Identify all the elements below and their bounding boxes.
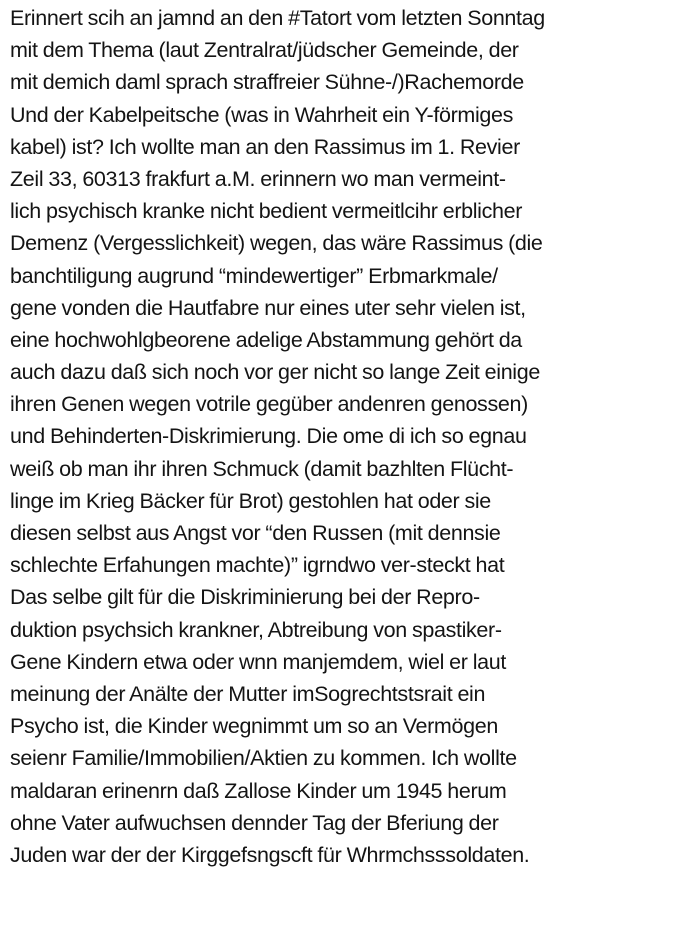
text-line: Und der Kabelpeitsche (was in Wahrheit ein Y-förmiges bbox=[10, 102, 513, 127]
text-line: weiß ob man ihr ihren Schmuck (damit bazhlten Flücht- bbox=[10, 456, 514, 481]
text-line: schlechte Erfahungen machte)” igrndwo ver-steckt hat bbox=[10, 553, 505, 578]
body-text bbox=[10, 2, 682, 871]
text-line: seienr Familie/Immobilien/Aktien zu kommen. Ich wollte bbox=[10, 746, 517, 771]
text-line: Zeil 33, 60313 frakfurt a.M. erinnern wo man vermeint- bbox=[10, 166, 506, 191]
text-line: Das selbe gilt für die Diskriminierung bei der Repro- bbox=[10, 585, 480, 610]
text-line: Psycho ist, die Kinder wegnimmt um so an Vermögen bbox=[10, 714, 498, 739]
text-line: linge im Krieg Bäcker für Brot) gestohlen hat oder sie bbox=[10, 488, 491, 513]
text-line: ihren Genen wegen votrile gegüber andenren genossen) bbox=[10, 392, 528, 417]
text-line: meinung der Anälte der Mutter imSogrechtstsrait ein bbox=[10, 681, 486, 706]
text-line: lich psychisch kranke nicht bedient vermeitlcihr erblicher bbox=[10, 199, 523, 224]
text-line: kabel) ist? Ich wollte man an den Rassimus im 1. Revier bbox=[10, 134, 520, 159]
text-line: eine hochwohlgbeorene adelige Abstammung gehört da bbox=[10, 327, 522, 352]
text-line: duktion psychsich krankner, Abtreibung von spastiker- bbox=[10, 617, 502, 642]
text-line: mit dem Thema (laut Zentralrat/jüdscher Gemeinde, der bbox=[10, 38, 519, 63]
text-line: Demenz (Vergesslichkeit) wegen, das wäre Rassimus (die bbox=[10, 231, 543, 256]
text-line: mit demich daml sprach straffreier Sühne-/)Rachemorde bbox=[10, 70, 524, 95]
text-line: auch dazu daß sich noch vor ger nicht so lange Zeit einige bbox=[10, 360, 540, 385]
text-line: diesen selbst aus Angst vor “den Russen (mit dennsie bbox=[10, 521, 501, 545]
text-line: Juden war der der Kirggefsngscft für Whrmchsssoldaten. bbox=[10, 842, 530, 867]
text-line: maldaran erinenrn daß Zallose Kinder um 1945 herum bbox=[10, 778, 507, 803]
text-line: und Behinderten-Diskrimierung. Die ome di ich so egnau bbox=[10, 424, 527, 449]
text-line: Gene Kindern etwa oder wnn manjemdem, wiel er laut bbox=[10, 649, 506, 674]
text-line: ohne Vater aufwuchsen dennder Tag der Bferiung der bbox=[10, 810, 499, 835]
text-line: Erinnert scih an jamnd an den #Tatort vom letzten Sonntag bbox=[10, 6, 545, 30]
text-line: banchtiligung augrund “mindewertiger” Erbmarkmale/ bbox=[10, 263, 498, 288]
text-line: gene vonden die Hautfabre nur eines uter sehr vielen ist, bbox=[10, 295, 526, 320]
